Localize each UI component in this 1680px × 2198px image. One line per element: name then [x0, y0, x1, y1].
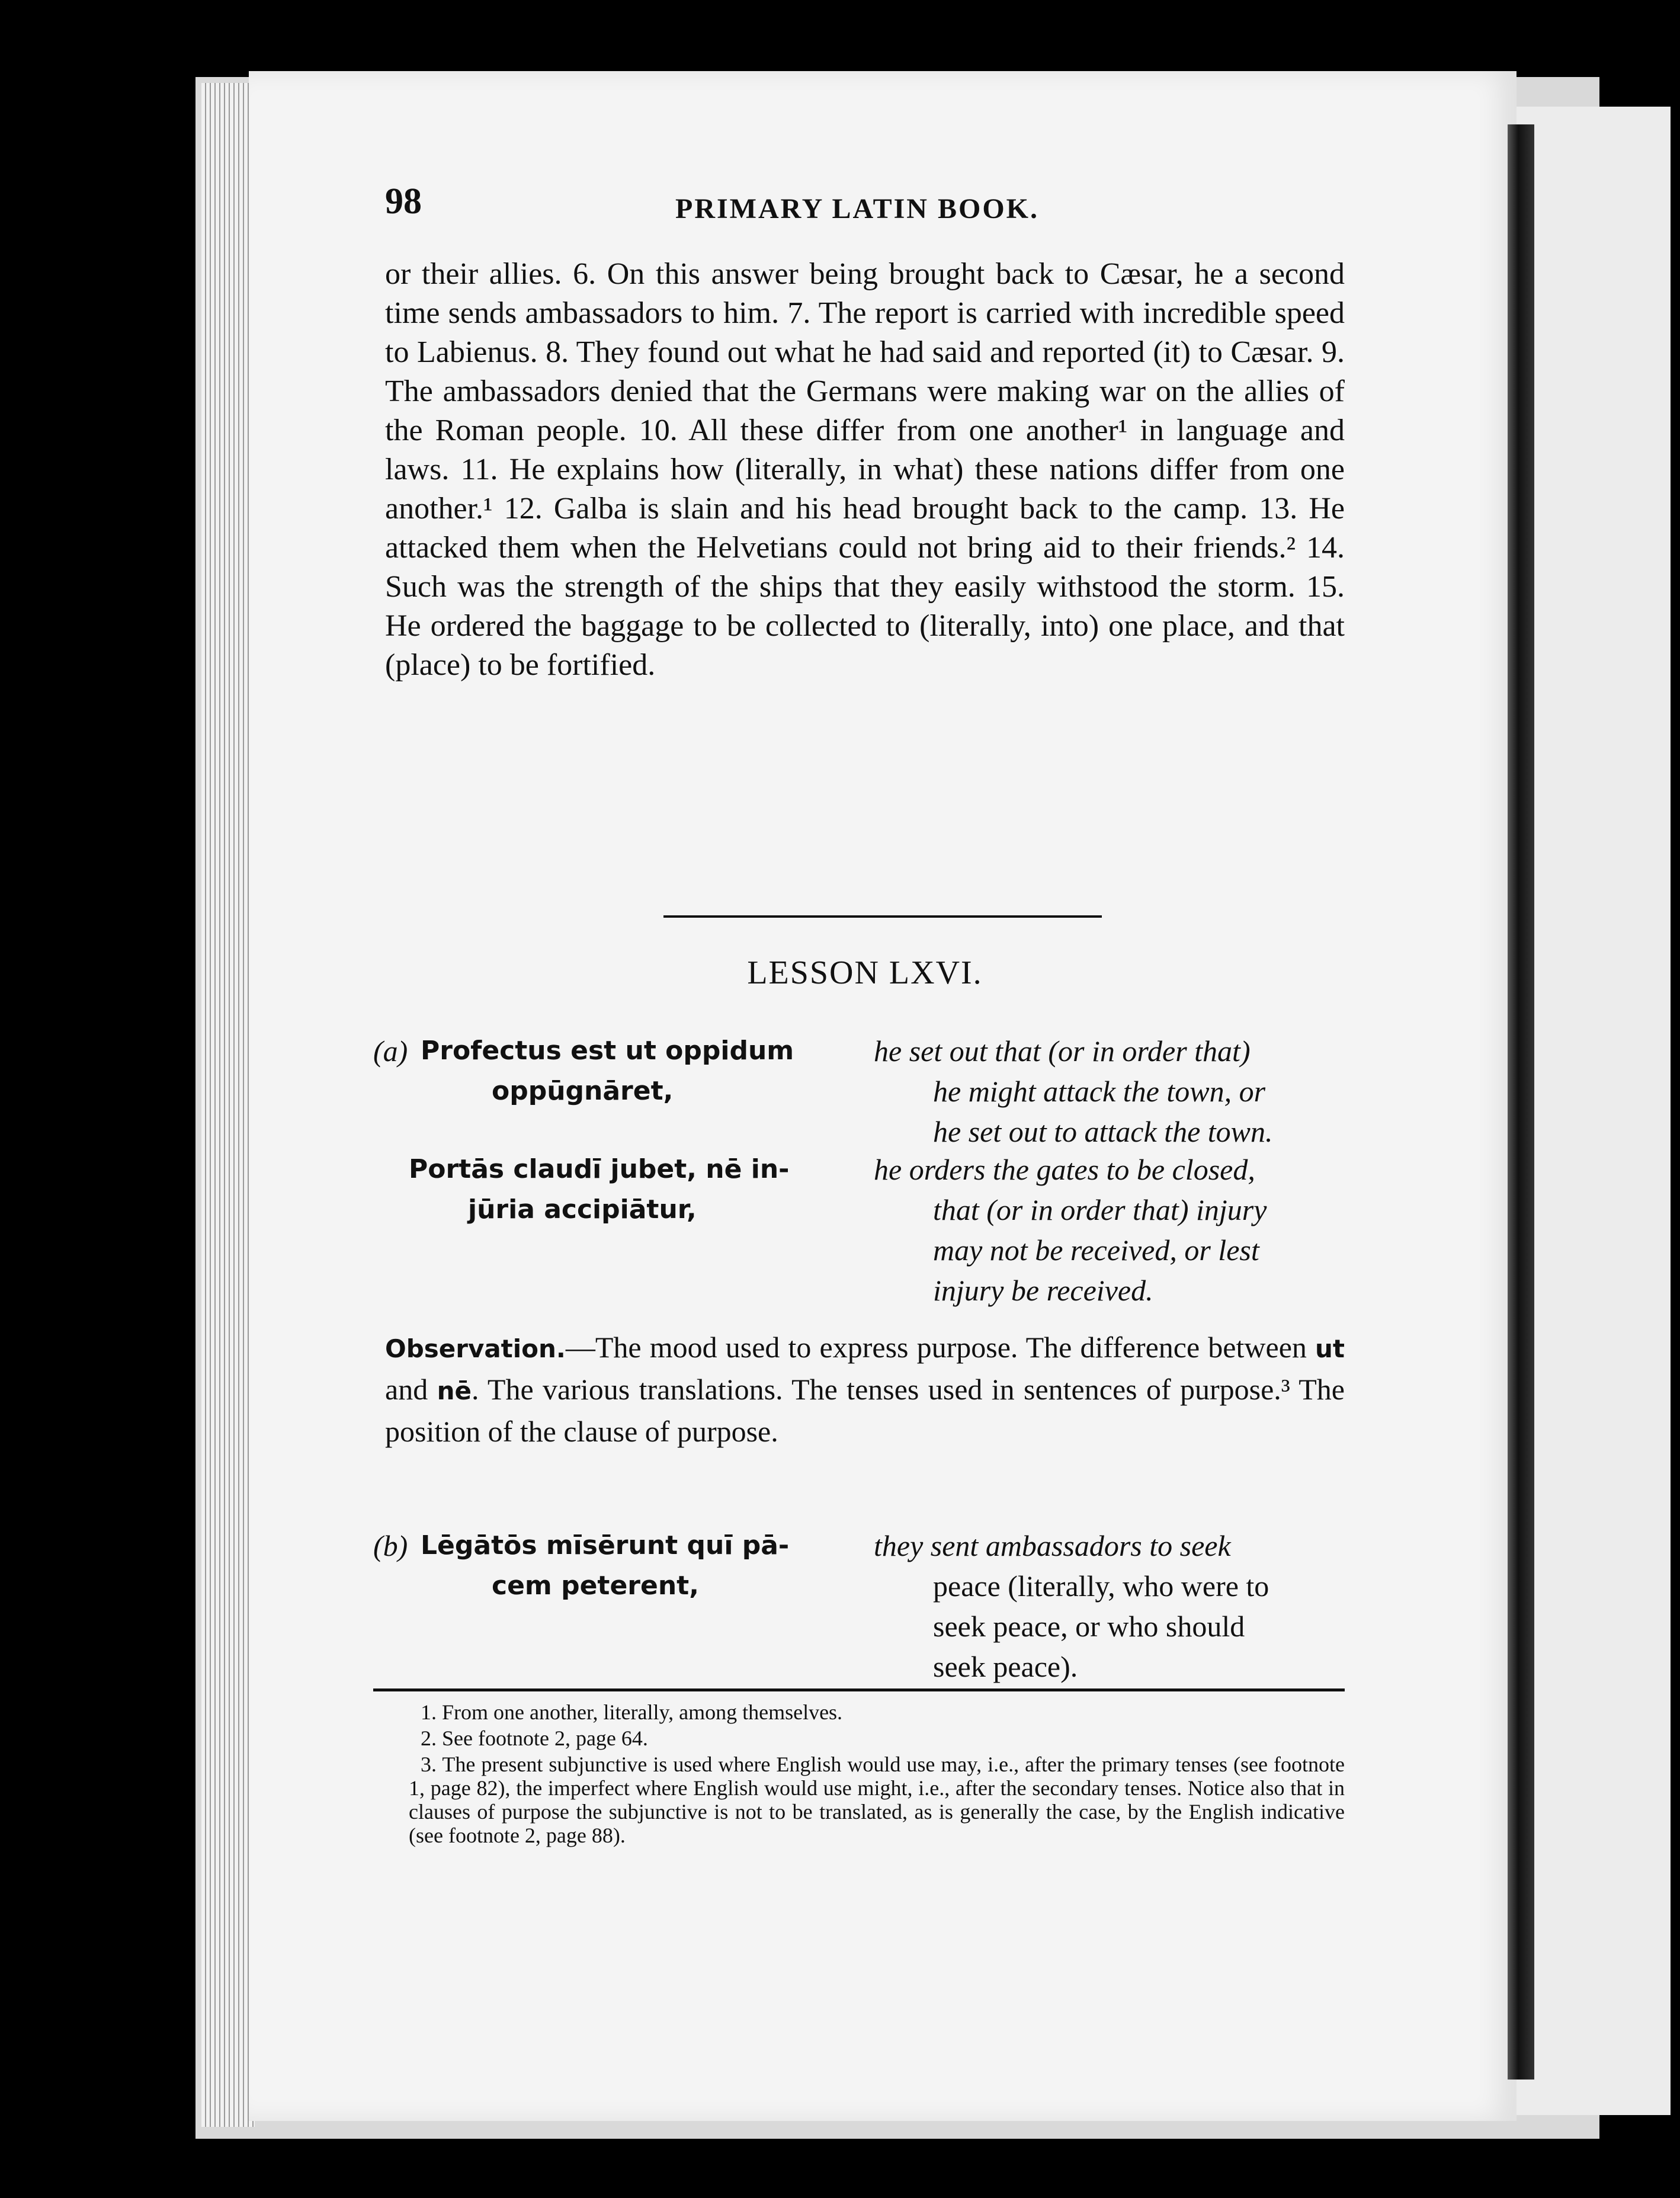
example-b	[373, 1526, 1357, 1691]
footnote: 1. From one another, literally, among themselves.	[421, 1700, 843, 1724]
book-spine	[1508, 124, 1534, 2080]
english-line: he set out to attack the town.	[933, 1115, 1273, 1148]
observation-label: Observation.	[385, 1334, 566, 1363]
observation-text: . The various translations. The tenses used in sentences of purpose.³ The position of the clause of purpose.	[385, 1373, 1345, 1448]
page-number: 98	[385, 181, 422, 222]
latin-line: jūria accipiātur,	[468, 1194, 697, 1225]
english-line: they sent ambassadors to seek	[874, 1529, 1231, 1562]
example-a	[373, 1031, 1357, 1149]
latin-line: cem peterent,	[492, 1571, 699, 1601]
example-label: (b)	[373, 1529, 408, 1562]
latin-line: Portās claudī jubet, nē in-	[409, 1154, 790, 1184]
example-a-2	[373, 1149, 1357, 1315]
footnote: 3. The present subjunctive is used where English would use may, i.e., after the primary tenses (see footnote 1, page 82), the imperfect where English would use might, i.e., after the secondary tenses. Notice also that in clauses of purpose the subjunctive is not to be translated, as is generally the case, by the English indicative (see footnote 2, page 88).	[409, 1752, 1345, 1847]
english-line: seek peace).	[933, 1650, 1078, 1683]
english-translation	[874, 1526, 1348, 1687]
footnote: 2. See footnote 2, page 64.	[421, 1726, 648, 1750]
latin-line: Lēgātōs mīsērunt quī pā-	[421, 1530, 790, 1561]
latin-sentence	[421, 1526, 871, 1606]
english-line: seek peace, or who should	[933, 1610, 1245, 1643]
latin-line: oppūgnāret,	[492, 1076, 674, 1106]
page-edges	[201, 83, 255, 2127]
english-translation	[874, 1149, 1348, 1311]
exercise-text: or their allies. 6. On this answer being brought back to Cæsar, he a second time sends ambassadors to him. 7. The report is carried with incredible speed to Labienus. 8. They found out what he had said and reported (it) to Cæsar. 9. The ambassadors denied that the Germans were making war on the allies of the Roman people. 10. All these differ from one another¹ in language and laws. 11. He explains how (literally, in what) these nations differ from one another.¹ 12. Galba is slain and his head brought back to the camp. 13. He attacked them when the Helvetians could not bring aid to their friends.² 14. Such was the strength of the ships that they easily withstood the storm. 15. He ordered the baggage to be collected to (literally, into) one place, and that (place) to be fortified.	[385, 257, 1345, 682]
running-head: PRIMARY LATIN BOOK.	[675, 193, 1039, 225]
book-page	[249, 71, 1517, 2121]
observation-text: and	[385, 1373, 437, 1406]
latin-word: ut	[1315, 1334, 1345, 1363]
latin-line: Profectus est ut oppidum	[421, 1036, 794, 1066]
exercise-paragraph	[385, 255, 1345, 685]
latin-sentence	[421, 1031, 871, 1111]
english-line: injury be received.	[933, 1274, 1153, 1307]
english-line: that (or in order that) injury	[933, 1193, 1267, 1226]
english-line: may not be received, or lest	[933, 1233, 1259, 1267]
page-header	[385, 181, 1333, 252]
example-label: (a)	[373, 1034, 408, 1068]
observation-text: —The mood used to express purpose. The difference between	[565, 1331, 1316, 1364]
english-line: he orders the gates to be closed,	[874, 1153, 1255, 1186]
footnote-divider	[373, 1688, 1345, 1691]
english-line: peace (literally, who were to	[933, 1569, 1269, 1603]
lesson-title: LESSON LXVI.	[747, 954, 983, 991]
english-line: he might attack the town, or	[933, 1075, 1266, 1108]
footnotes	[409, 1700, 1345, 1850]
latin-word: nē	[437, 1376, 472, 1405]
english-translation	[874, 1031, 1348, 1152]
english-line: he set out that (or in order that)	[874, 1034, 1251, 1068]
facing-page	[1517, 107, 1671, 2115]
observation-paragraph	[385, 1327, 1345, 1452]
latin-sentence	[409, 1149, 859, 1230]
section-divider	[663, 915, 1102, 918]
